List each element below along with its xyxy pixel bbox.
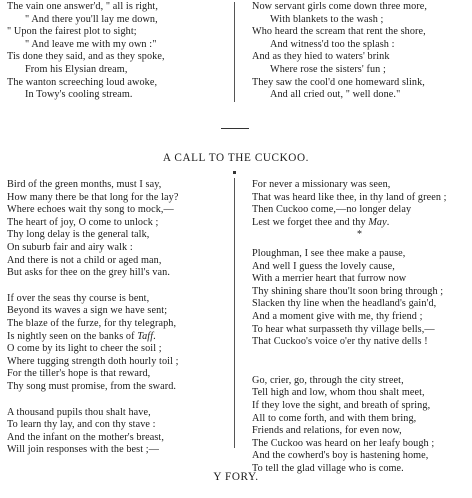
section-divider xyxy=(221,128,249,129)
stanza xyxy=(252,179,467,242)
verse-text: . xyxy=(386,216,390,228)
emphasis-text: Taff xyxy=(137,330,154,342)
stanza xyxy=(7,179,229,280)
verse-line: Slacken thy line when the headland's gain'd, xyxy=(252,298,437,310)
verse-line: Ploughman, I see thee make a pause, xyxy=(252,247,406,259)
poem-right-column xyxy=(252,179,467,475)
verse-line xyxy=(7,331,229,344)
verse-line: Thy shining share thou'lt soon bring through ; xyxy=(252,285,444,297)
verse-line: The heart of joy, O come to unlock ; xyxy=(7,216,159,228)
verse-line: Now servant girls come down three more, xyxy=(252,1,428,12)
verse-line: With a merrier heart that furrow now xyxy=(252,273,407,285)
verse-line: On suburb fair and airy walk : xyxy=(7,241,133,253)
verse-line: To hear what surpasseth thy village bells,— xyxy=(252,323,435,335)
verse-line: For the tiller's hope is that reward, xyxy=(7,368,151,380)
asterisk-ornament: * xyxy=(357,229,362,241)
verse-text: Is nightly seen on the banks of xyxy=(7,330,138,342)
emphasis-text: May xyxy=(368,216,387,228)
verse-line: If over the seas thy course is bent, xyxy=(7,292,150,304)
top-left-stanza xyxy=(7,1,229,102)
verse-line: And witness'd too the splash : xyxy=(270,38,395,50)
stanza xyxy=(7,407,229,457)
verse-line: " And leave me with my own :" xyxy=(25,38,157,50)
verse-text: . xyxy=(153,330,156,342)
verse-line: Will join responses with the best ;— xyxy=(7,444,160,456)
next-poem-title: Y FORY. xyxy=(213,471,259,483)
verse-line: And well I guess the lovely cause, xyxy=(252,260,395,272)
verse-line: And as they hied to waters' brink xyxy=(252,51,390,63)
verse-line: And the cowherd's boy is hastening home, xyxy=(252,450,429,462)
verse-line: " And there you'll lay me down, xyxy=(25,13,158,25)
verse-line: From his Elysian dream, xyxy=(25,63,128,75)
verse-line: Thy song must promise, from the sward. xyxy=(7,380,177,392)
verse-line: And the infant on the mother's breast, xyxy=(7,431,164,443)
verse-line: Thy long delay is the general talk, xyxy=(7,229,150,241)
verse-line: And a moment give with me, thy friend ; xyxy=(252,310,423,322)
verse-line: How many there be that long for the lay? xyxy=(7,191,179,203)
verse-line: And there is not a child or aged man, xyxy=(7,254,162,266)
verse-line: Beyond its waves a sign we have sent; xyxy=(7,305,168,317)
verse-line: That Cuckoo's voice o'er thy native dells ! xyxy=(252,336,428,348)
verse-line: If they love the sight, and breath of spring, xyxy=(252,399,431,411)
verse-line: Tell high and low, whom thou shalt meet, xyxy=(252,387,425,399)
verse-line: A thousand pupils thou shalt have, xyxy=(7,406,151,418)
verse-line: The Cuckoo was heard on her leafy bough ; xyxy=(252,437,435,449)
verse-line: Where echoes wait thy song to mock,— xyxy=(7,204,174,216)
verse-line: The vain one answer'd, " all is right, xyxy=(7,1,158,12)
poem-left-column xyxy=(7,179,229,457)
verse-line: In Towy's cooling stream. xyxy=(25,89,133,101)
stanza xyxy=(252,248,467,349)
verse-line: Bird of the green months, must I say, xyxy=(7,179,162,190)
verse-line: Who heard the scream that rent the shore, xyxy=(252,26,426,38)
verse-line: With blankets to the wash ; xyxy=(270,13,384,25)
verse-line: To learn thy lay, and con thy stave : xyxy=(7,419,156,431)
verse-line: To tell the glad village who is come. xyxy=(252,462,404,474)
column-rule-top xyxy=(234,2,235,102)
verse-line: For never a missionary was seen, xyxy=(252,179,391,190)
verse-line: The blaze of the furze, for thy telegraph, xyxy=(7,317,177,329)
top-right-stanza xyxy=(252,1,467,102)
verse-line: Tis done they said, and as they spoke, xyxy=(7,51,165,63)
ornament-dot xyxy=(233,171,236,174)
verse-text: Lest we forget thee and thy xyxy=(252,216,369,228)
verse-line: " Upon the fairest plot to sight; xyxy=(7,26,137,38)
verse-line xyxy=(252,217,467,230)
verse-line: Where rose the sisters' fun ; xyxy=(270,63,386,75)
verse-line: Where tugging strength doth hourly toil ; xyxy=(7,355,179,367)
verse-line: Friends and relations, for even now, xyxy=(252,425,402,437)
verse-line: They saw the cool'd one homeward slink, xyxy=(252,76,425,88)
poem-title: A CALL TO THE CUCKOO. xyxy=(162,152,310,164)
verse-line: All to come forth, and with them bring, xyxy=(252,412,417,424)
verse-line: But asks for thee on the grey hill's van. xyxy=(7,267,170,279)
verse-line: The wanton screeching loud awoke, xyxy=(7,76,158,88)
column-rule-main xyxy=(234,178,235,448)
verse-line: That was heard like thee, in thy land of green ; xyxy=(252,191,447,203)
verse-line: Then Cuckoo come,—no longer delay xyxy=(252,204,412,216)
verse-line: And all cried out, " well done." xyxy=(270,89,401,101)
verse-line: Go, crier, go, through the city street, xyxy=(252,374,404,386)
stanza xyxy=(252,375,467,476)
verse-line: O come by its light to cheer the soil ; xyxy=(7,343,162,355)
stanza xyxy=(7,293,229,394)
